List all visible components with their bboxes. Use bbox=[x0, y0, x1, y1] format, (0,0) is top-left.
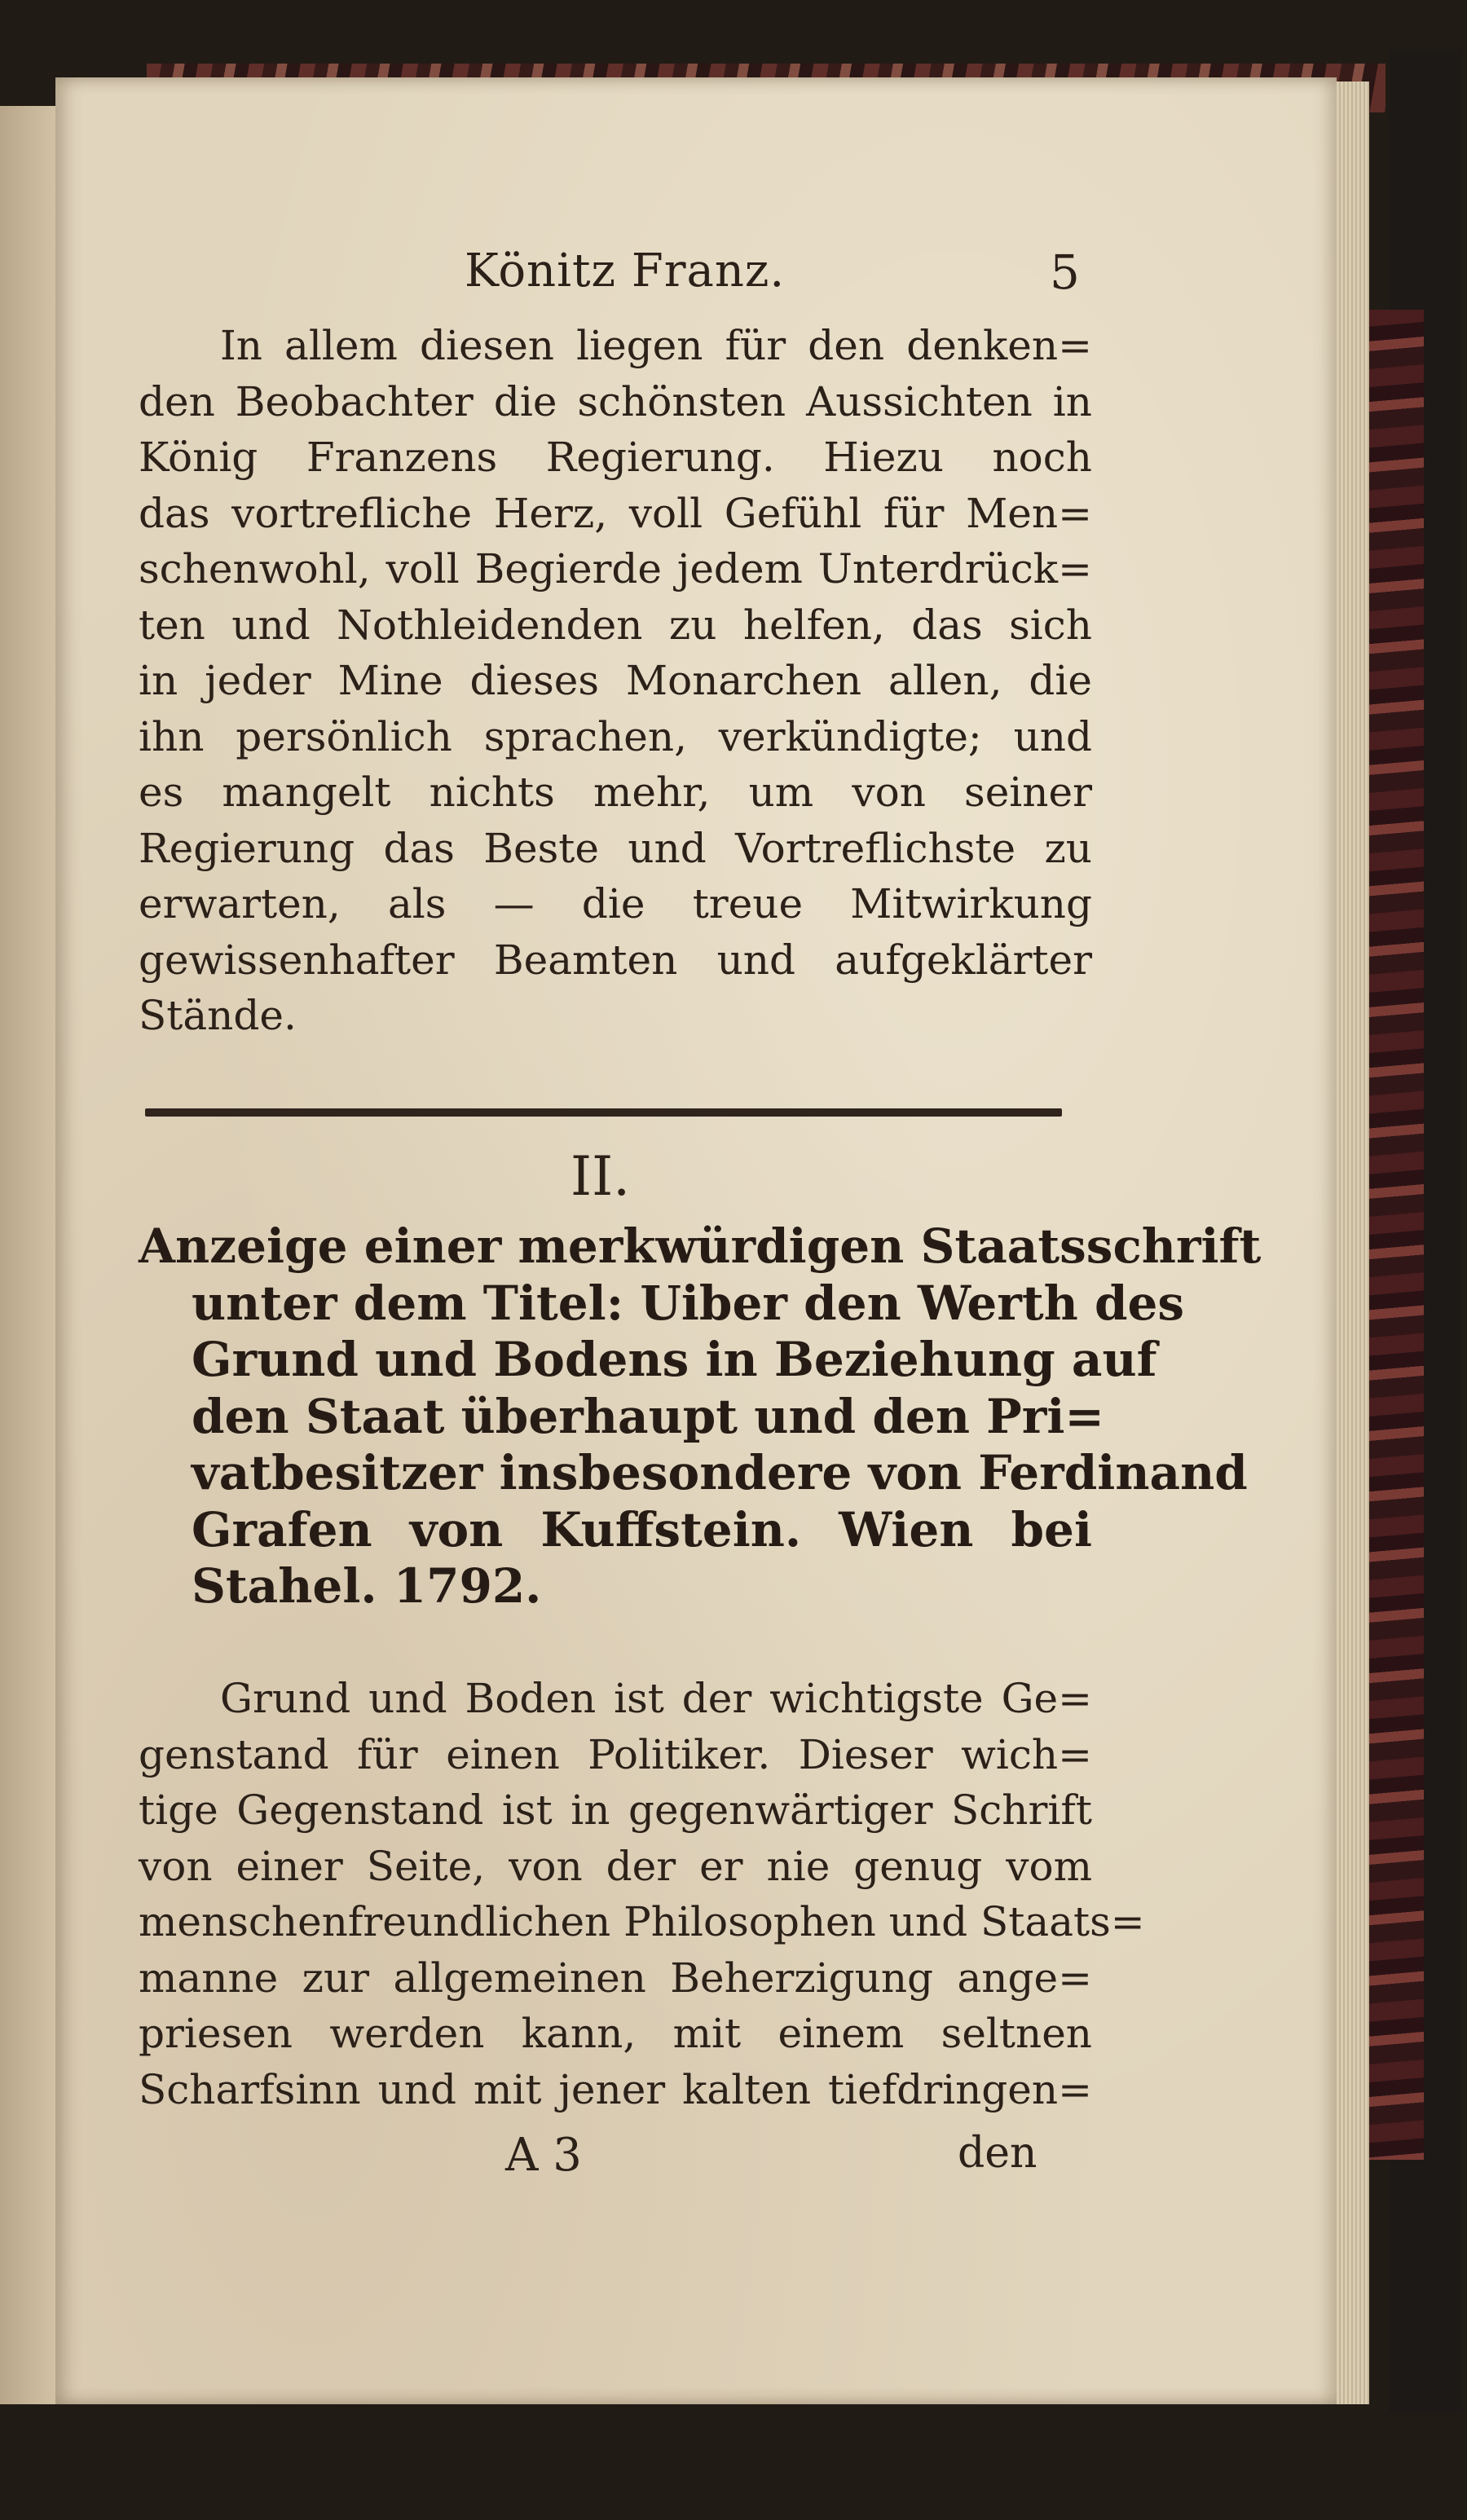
catchword: den bbox=[958, 2129, 1037, 2178]
text-line: genstand für einen Politiker. Dieser wich= bbox=[139, 1730, 1092, 1778]
text-line: schenwohl, voll Begierde jedem Unterdrück= bbox=[139, 545, 1092, 593]
paragraph-2 bbox=[139, 1671, 1145, 2117]
text-line: von einer Seite, von der er nie genug vom bbox=[139, 1842, 1092, 1890]
text-line: Grund und Boden ist der wichtigste Ge= bbox=[220, 1675, 1092, 1722]
text-line: gewissenhafter Beamten und aufgeklärter bbox=[139, 936, 1092, 984]
section-number: II. bbox=[570, 1145, 631, 1208]
text-line: erwarten, als — die treue Mitwirkung bbox=[139, 880, 1092, 927]
text-line: ten und Nothleidenden zu helfen, das sich bbox=[139, 601, 1092, 649]
text-line: ihn persönlich sprachen, verkündigte; und bbox=[139, 712, 1092, 760]
text-line: menschenfreundlichen Philosophen und Staats= bbox=[139, 1898, 1145, 1945]
text-line: tige Gegenstand ist in gegenwärtiger Schrift bbox=[139, 1786, 1092, 1834]
text-line: Regierung das Beste und Vortreflichste zu bbox=[139, 824, 1092, 872]
section-divider bbox=[145, 1108, 1062, 1117]
text-line: es mangelt nichts mehr, um von seiner bbox=[139, 769, 1092, 816]
facing-page-edge bbox=[0, 106, 58, 2404]
heading-line: den Staat überhaupt und den Pri= bbox=[192, 1388, 1104, 1444]
text-line: Scharfsinn und mit jener kalten tiefdringen= bbox=[139, 2065, 1092, 2113]
text-line: König Franzens Regierung. Hiezu noch bbox=[139, 434, 1092, 481]
heading-line: Stahel. 1792. bbox=[192, 1558, 542, 1614]
text-line: In allem diesen liegen für den denken= bbox=[220, 322, 1092, 369]
text-line: priesen werden kann, mit einem seltnen bbox=[139, 2010, 1092, 2057]
text-line: manne zur allgemeinen Beherzigung ange= bbox=[139, 1954, 1092, 2002]
heading-line: unter dem Titel: Uiber den Werth des bbox=[192, 1275, 1185, 1331]
heading-line: vatbesitzer insbesondere von Ferdinand bbox=[192, 1445, 1248, 1500]
text-line: den Beobachter die schönsten Aussichten in bbox=[139, 377, 1092, 425]
paragraph-1 bbox=[139, 318, 1092, 1044]
signature-mark: A 3 bbox=[505, 2129, 582, 2182]
heading-line: Anzeige einer merkwürdigen Staatsschrift bbox=[139, 1218, 1262, 1274]
section-heading bbox=[139, 1218, 1262, 1615]
text-line: Stände. bbox=[139, 992, 297, 1039]
text-line: in jeder Mine dieses Monarchen allen, die bbox=[139, 657, 1092, 704]
running-head: Könitz Franz. bbox=[465, 245, 786, 297]
heading-line: Grund und Bodens in Beziehung auf bbox=[192, 1332, 1157, 1387]
heading-line: Grafen von Kuffstein. Wien bei bbox=[192, 1501, 1092, 1557]
text-line: das vortrefliche Herz, voll Gefühl für Men= bbox=[139, 489, 1092, 537]
page-number: 5 bbox=[1050, 245, 1080, 300]
